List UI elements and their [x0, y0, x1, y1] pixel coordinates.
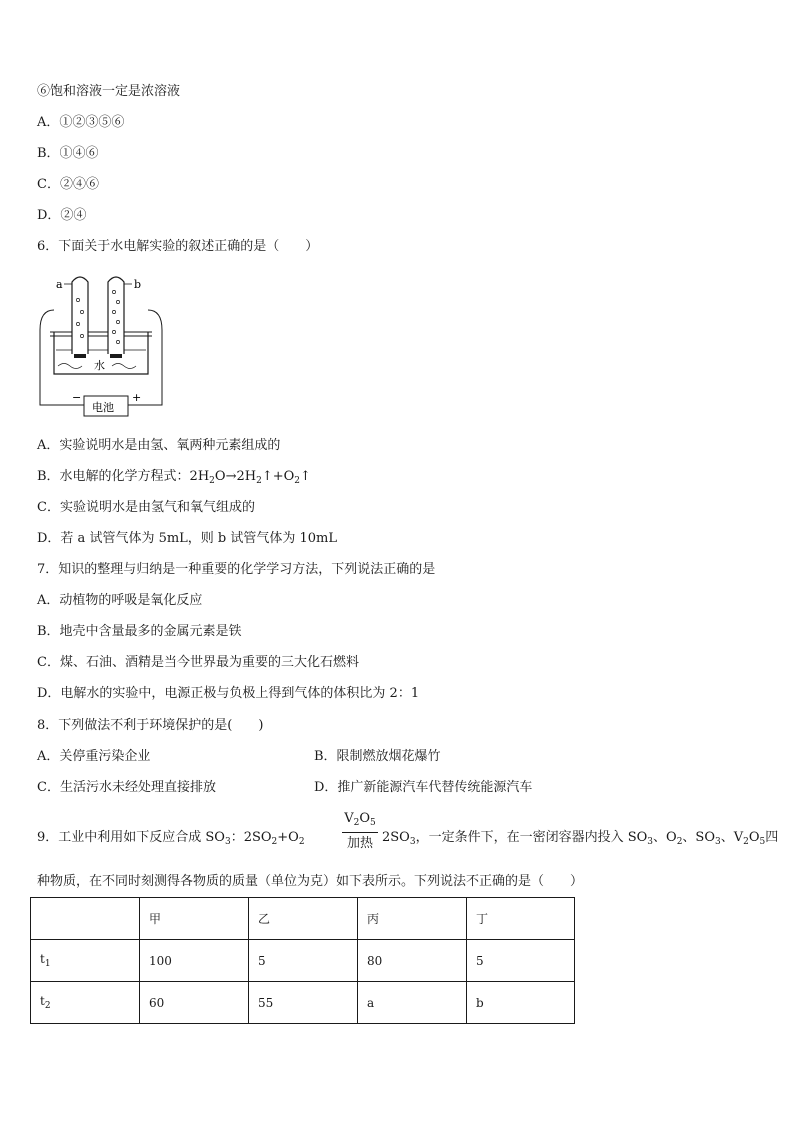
catalyst-label: $V_2O_5$	[344, 811, 376, 828]
table-cell: 55	[249, 982, 358, 1024]
plus-label: +	[132, 391, 142, 404]
table-cell: 5	[249, 940, 358, 982]
water-label: 水	[94, 359, 105, 372]
table-row	[31, 982, 575, 1024]
q9-tail: $2SO_3$，一定条件下，在一密闭容器内投入 $SO_3$、$O_2$、$SO_3$、$V_2O_5$四	[382, 830, 779, 847]
q5-option-c: C．②④⑥	[37, 177, 99, 192]
q6-option-d: D．若 a 试管气体为 5mL，则 b 试管气体为 10mL	[37, 531, 338, 546]
tube-a-label: a	[56, 278, 63, 291]
q8-option-c: C．生活污水未经处理直接排放	[37, 780, 216, 795]
table-header-cell	[31, 898, 140, 940]
electrolysis-diagram	[36, 270, 166, 420]
row-label: $t_2$	[31, 982, 140, 1024]
q7-option-a: A．动植物的呼吸是氧化反应	[37, 593, 203, 608]
q5-statement-6: ⑥饱和溶液一定是浓溶液	[37, 84, 181, 99]
q6-stem: 6．下面关于水电解实验的叙述正确的是（ ）	[37, 239, 319, 254]
tube-b-label: b	[134, 278, 142, 291]
table-header-cell: 丁	[467, 898, 575, 940]
table-cell: 5	[467, 940, 575, 982]
table-header-row	[31, 898, 575, 940]
q7-option-d: D．电解水的实验中，电源正极与负极上得到气体的体积比为 2：1	[37, 686, 420, 701]
table-row	[31, 940, 575, 982]
q7-option-b: B．地壳中含量最多的金属元素是铁	[37, 624, 242, 639]
q5-option-a: A．①②③⑤⑥	[37, 115, 125, 130]
table-cell: b	[467, 982, 575, 1024]
table-cell: 60	[140, 982, 249, 1024]
q6-option-c: C．实验说明水是由氢气和氧气组成的	[37, 500, 255, 515]
minus-label: −	[72, 391, 82, 404]
q5-option-b: B．①④⑥	[37, 146, 99, 161]
q9-reaction-line	[37, 808, 777, 860]
q7-stem: 7．知识的整理与归纳是一种重要的化学学习方法，下列说法正确的是	[37, 562, 436, 577]
q9-reaction-condition	[342, 808, 378, 853]
battery-label: 电池	[92, 401, 114, 414]
q9-lead: 9．工业中利用如下反应合成 $SO_3$：$2SO_2+O_2$	[37, 830, 305, 847]
q9-stem-line2: 种物质，在不同时刻测得各物质的质量（单位为克）如下表所示。下列说法不正确的是（ ）	[37, 874, 584, 889]
q7-option-c: C．煤、石油、酒精是当今世界最为重要的三大化石燃料	[37, 655, 359, 670]
q6-option-a: A．实验说明水是由氢、氧两种元素组成的	[37, 438, 281, 453]
q6-option-b: B．水电解的化学方程式：$2H_2O\to 2H_2↑+O_2↑$	[37, 469, 311, 486]
row-label: $t_1$	[31, 940, 140, 982]
table-header-cell: 丙	[358, 898, 467, 940]
q8-stem: 8．下列做法不利于环境保护的是( )	[37, 718, 264, 733]
q5-option-d: D．②④	[37, 208, 87, 223]
q8-option-a: A．关停重污染企业	[37, 749, 151, 764]
q8-option-d: D．推广新能源汽车代替传统能源汽车	[314, 780, 533, 795]
table-header-cell: 甲	[140, 898, 249, 940]
table-cell: 100	[140, 940, 249, 982]
table-header-cell: 乙	[249, 898, 358, 940]
q9-mass-table	[30, 897, 575, 1024]
heating-label: 加热	[346, 836, 373, 851]
table-cell: 80	[358, 940, 467, 982]
q8-option-b: B．限制燃放烟花爆竹	[314, 749, 441, 764]
table-cell: a	[358, 982, 467, 1024]
